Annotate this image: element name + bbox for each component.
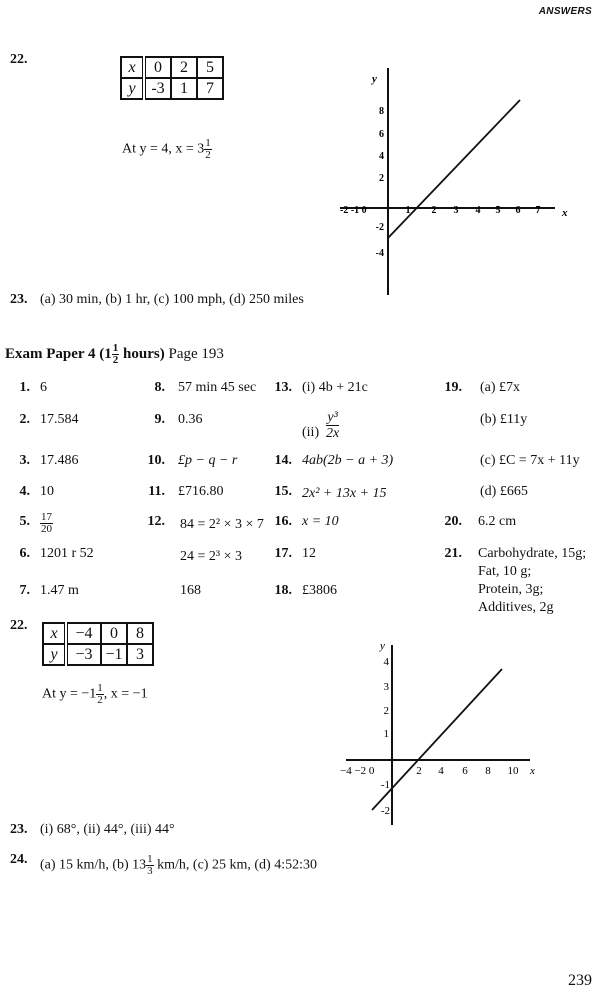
note-text: At y = −1 bbox=[42, 686, 97, 702]
answer-note bbox=[42, 683, 148, 706]
answer-value: Additives, 2g bbox=[478, 600, 554, 615]
answer-number: 15. bbox=[274, 484, 292, 499]
table-cell: -3 bbox=[144, 78, 171, 99]
x-tick-label: 1 bbox=[405, 205, 411, 216]
y-tick-label: 6 bbox=[379, 129, 384, 140]
page-number: 239 bbox=[568, 972, 592, 989]
answer-value: 17.584 bbox=[40, 412, 79, 427]
page-reference: Page 193 bbox=[164, 345, 224, 362]
fraction-denominator: 3 bbox=[147, 865, 153, 877]
answer-number: 8. bbox=[154, 380, 165, 395]
answer-number: 2. bbox=[19, 412, 30, 427]
answer-number: 1. bbox=[19, 380, 30, 395]
heading-text: hours) bbox=[119, 345, 165, 362]
table-cell: 0 bbox=[144, 57, 171, 78]
x-tick-label: 10 bbox=[507, 765, 519, 777]
answer-value: (i) 4b + 21c bbox=[302, 380, 368, 395]
answer-value: 57 min 45 sec bbox=[178, 380, 257, 395]
answer-number: 9. bbox=[154, 412, 165, 427]
table-cell: −4 bbox=[66, 623, 101, 644]
answer-value: 2x² + 13x + 15 bbox=[302, 486, 387, 501]
x-tick-label: 4 bbox=[475, 205, 481, 216]
answer-value bbox=[326, 410, 339, 441]
fraction-numerator: 1 bbox=[205, 137, 211, 149]
y-tick-label: -2 bbox=[380, 805, 390, 817]
answer-number: 7. bbox=[19, 583, 30, 598]
fraction bbox=[146, 854, 154, 877]
answer-number: 3. bbox=[19, 453, 30, 468]
answer-value: (c) £C = 7x + 11y bbox=[480, 453, 580, 468]
answer-value: 0.36 bbox=[178, 412, 203, 427]
heading-text: Exam Paper 4 (1 bbox=[5, 345, 112, 362]
table-cell: 0 bbox=[101, 623, 127, 644]
table-cell: 5 bbox=[197, 57, 223, 78]
fraction-numerator: 1 bbox=[112, 342, 119, 354]
answer-number: 6. bbox=[19, 546, 30, 561]
y-tick-label: -2 bbox=[375, 222, 384, 233]
y-tick-label: 3 bbox=[383, 681, 389, 693]
answer-value: 84 = 2² × 3 × 7 bbox=[180, 517, 264, 532]
table-x-label: x bbox=[43, 623, 66, 644]
y-axis-label: y bbox=[380, 640, 385, 652]
x-axis-label: x bbox=[562, 207, 568, 219]
fraction bbox=[40, 512, 53, 535]
y-tick-label: 4 bbox=[383, 656, 389, 668]
answer-number: 13. bbox=[274, 380, 292, 395]
answer-value: Carbohydrate, 15g; bbox=[478, 546, 587, 561]
x-tick-label: 2 bbox=[431, 205, 437, 216]
fraction bbox=[326, 410, 339, 441]
x-tick-label: 6 bbox=[462, 765, 468, 777]
answer-value: 24 = 2³ × 3 bbox=[180, 549, 242, 564]
answer-note bbox=[122, 138, 212, 161]
answer-value: 6 bbox=[40, 380, 47, 395]
section-heading bbox=[5, 343, 224, 366]
answer-value: (ii) bbox=[302, 425, 320, 440]
table-y-label: y bbox=[121, 78, 144, 99]
answer-value: Fat, 10 g; bbox=[478, 564, 532, 579]
y-axis-label: y bbox=[372, 73, 377, 85]
answer-value: (a) £7x bbox=[480, 380, 521, 395]
table-cell: −3 bbox=[66, 644, 101, 665]
table-cell: 3 bbox=[127, 644, 153, 665]
fraction-denominator: 2 bbox=[112, 354, 119, 366]
answer-value: 1201 r 52 bbox=[40, 546, 94, 561]
x-tick-label: 6 bbox=[515, 205, 521, 216]
fraction bbox=[96, 683, 104, 706]
fraction-numerator: y³ bbox=[327, 410, 338, 425]
table-cell: −1 bbox=[101, 644, 127, 665]
x-tick-label: 7 bbox=[535, 205, 541, 216]
answer-number: 21. bbox=[444, 546, 462, 561]
fraction-numerator: 1 bbox=[97, 682, 103, 694]
answer-text: (i) 68°, (ii) 44°, (iii) 44° bbox=[40, 822, 175, 837]
answer-number: 16. bbox=[274, 514, 292, 529]
answer-value: £3806 bbox=[302, 583, 337, 598]
table-y-label: y bbox=[43, 644, 66, 665]
answer-text-part: km/h, (c) 25 km, (d) 4:52:30 bbox=[153, 857, 317, 873]
running-header: ANSWERS bbox=[538, 6, 592, 17]
table-x-label: x bbox=[121, 57, 144, 78]
answer-value: (b) £11y bbox=[480, 412, 528, 427]
answer-value: £p − q − r bbox=[178, 453, 238, 468]
xy-table bbox=[120, 56, 224, 100]
answer-value bbox=[40, 512, 53, 535]
note-text: At y = 4, x = 3 bbox=[122, 141, 205, 157]
fraction bbox=[204, 138, 212, 161]
line-graph-1 bbox=[330, 60, 580, 300]
x-tick-label: 5 bbox=[495, 205, 501, 216]
xy-table bbox=[42, 622, 154, 666]
table-cell: 2 bbox=[171, 57, 197, 78]
answer-value: 4ab(2b − a + 3) bbox=[302, 453, 394, 468]
table-cell: 1 bbox=[171, 78, 197, 99]
note-text: , x = −1 bbox=[103, 686, 148, 702]
y-tick-label: -4 bbox=[375, 248, 384, 259]
x-tick-label: -2 -1 0 bbox=[340, 205, 367, 216]
answer-value: 6.2 cm bbox=[478, 514, 517, 529]
answer-value: £716.80 bbox=[178, 484, 224, 499]
table-cell: 7 bbox=[197, 78, 223, 99]
answer-text: (a) 30 min, (b) 1 hr, (c) 100 mph, (d) 250 miles bbox=[40, 292, 304, 307]
answer-number: 12. bbox=[147, 514, 165, 529]
x-tick-label: 8 bbox=[485, 765, 491, 777]
answer-value: (d) £665 bbox=[480, 484, 528, 499]
question-number: 23. bbox=[10, 822, 28, 837]
fraction-numerator: 1 bbox=[147, 853, 153, 865]
answer-number: 14. bbox=[274, 453, 292, 468]
x-tick-label: 4 bbox=[438, 765, 444, 777]
answer-value: 17.486 bbox=[40, 453, 79, 468]
answer-number: 18. bbox=[274, 583, 292, 598]
table-cell: 8 bbox=[127, 623, 153, 644]
y-tick-label: -1 bbox=[380, 779, 390, 791]
fraction-denominator: 2 bbox=[97, 694, 103, 706]
answer-number: 17. bbox=[274, 546, 292, 561]
fraction-numerator: 17 bbox=[41, 511, 52, 523]
y-tick-label: 8 bbox=[379, 106, 384, 117]
y-tick-label: 2 bbox=[379, 173, 384, 184]
answer-number: 5. bbox=[19, 514, 30, 529]
fraction-denominator: 20 bbox=[41, 523, 52, 535]
fraction-denominator: 2 bbox=[205, 149, 211, 161]
y-tick-label: 2 bbox=[383, 705, 389, 717]
fraction-denominator: 2x bbox=[326, 426, 340, 441]
y-tick-label: 4 bbox=[379, 151, 384, 162]
answer-value: 10 bbox=[40, 484, 54, 499]
answer-value: 168 bbox=[180, 583, 201, 598]
answer-text bbox=[40, 854, 317, 877]
answer-number: 19. bbox=[444, 380, 462, 395]
question-number: 24. bbox=[10, 852, 28, 867]
answer-value: 1.47 m bbox=[40, 583, 79, 598]
answer-text-part: (a) 15 km/h, (b) 13 bbox=[40, 857, 147, 873]
question-number: 22. bbox=[10, 618, 28, 633]
answer-number: 11. bbox=[148, 484, 165, 499]
x-tick-label: −4 −2 0 bbox=[340, 765, 375, 777]
y-tick-label: 1 bbox=[383, 728, 389, 740]
answer-number: 10. bbox=[147, 453, 165, 468]
question-number: 23. bbox=[10, 292, 28, 307]
answer-value: x = 10 bbox=[302, 514, 339, 529]
line-graph-2 bbox=[330, 635, 560, 830]
x-tick-label: 3 bbox=[453, 205, 459, 216]
answer-number: 4. bbox=[19, 484, 30, 499]
x-tick-label: 2 bbox=[416, 765, 422, 777]
answer-value: 12 bbox=[302, 546, 316, 561]
question-number: 22. bbox=[10, 52, 28, 67]
x-axis-label: x bbox=[530, 765, 535, 777]
answer-number: 20. bbox=[444, 514, 462, 529]
graph-line bbox=[388, 100, 520, 238]
answer-value: Protein, 3g; bbox=[478, 582, 544, 597]
